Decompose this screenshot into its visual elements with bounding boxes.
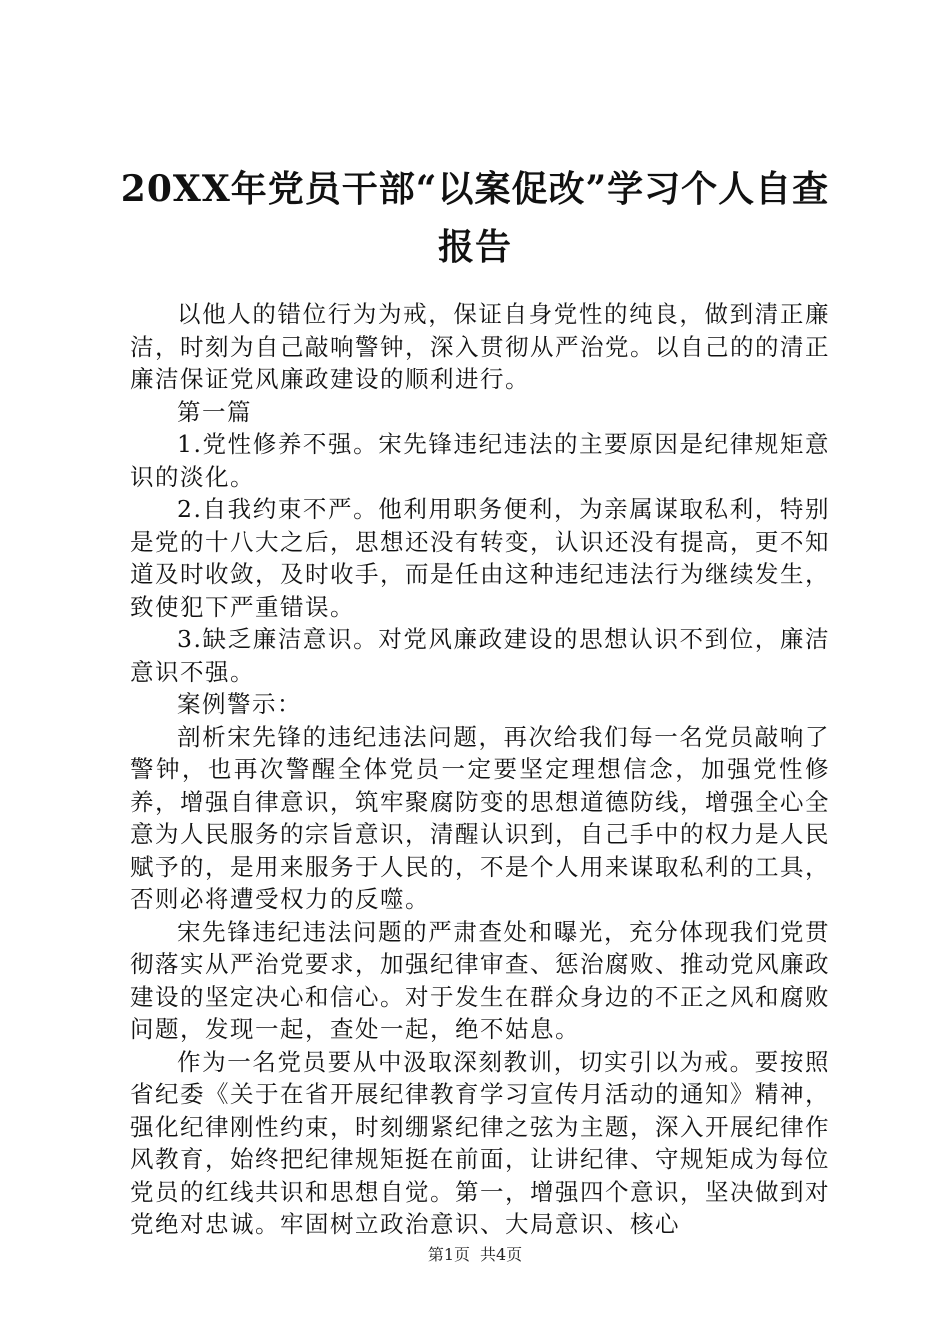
body-paragraph: 1.党性修养不强。宋先锋违纪违法的主要原因是纪律规矩意识的淡化。 xyxy=(130,430,830,491)
body-paragraph: 剖析宋先锋的违纪违法问题，再次给我们每一名党员敲响了警钟，也再次警醒全体党员一定要坚定理想信念，加强党性修养，增强自律意识，筑牢聚腐防变的思想道德防线，增强全心全意为人民服务的宗旨意识，清醒认识到，自己手中的权力是人民赋予的，是用来服务于人民的，不是个人用来谋取私利的工具，否则必将遭受权力的反噬。 xyxy=(130,722,830,913)
title-line-1: 20XX年党员干部“以案促改”学习个人自查 xyxy=(120,168,830,210)
section-heading: 第一篇 xyxy=(177,397,252,426)
document-title xyxy=(100,160,850,276)
body-paragraph: 宋先锋违纪违法问题的严肃查处和曝光，充分体现我们党贯彻落实从严治党要求，加强纪律审查、惩治腐败、推动党风廉政建设的坚定决心和信心。对于发生在群众身边的不正之风和腐败问题，发现一起，查处一起，绝不姑息。 xyxy=(130,917,830,1043)
body-paragraph: 2.自我约束不严。他利用职务便利，为亲属谋取私利，特别是党的十八大之后，思想还没有转变，认识还没有提高，更不知道及时收敛，及时收手，而是任由这种违纪违法行为继续发生，致使犯下严重错误。 xyxy=(130,495,830,621)
body-paragraph: 3.缺乏廉洁意识。对党风廉政建设的思想认识不到位，廉洁意识不强。 xyxy=(130,625,830,686)
intro-paragraph: 以他人的错位行为为戒，保证自身党性的纯良，做到清正廉洁，时刻为自己敲响警钟，深入贯彻从严治党。以自己的的清正廉洁保证党风廉政建设的顺利进行。 xyxy=(130,300,830,393)
body-paragraph: 作为一名党员要从中汲取深刻教训，切实引以为戒。要按照省纪委《关于在省开展纪律教育学习宣传月活动的通知》精神，强化纪律刚性约束，时刻绷紧纪律之弦为主题，深入开展纪律作风教育，始终把纪律规矩挺在前面，让讲纪律、守规矩成为每位党员的红线共识和思想自觉。第一，增强四个意识，坚决做到对党绝对忠诚。牢固树立政治意识、大局意识、核心 xyxy=(130,1047,830,1238)
title-line-2: 报告 xyxy=(437,226,512,268)
subheading: 案例警示： xyxy=(177,690,302,718)
page-number: 第1页 xyxy=(427,1245,470,1264)
page-total: 共4页 xyxy=(480,1245,523,1264)
page-footer xyxy=(0,1245,950,1265)
document-body xyxy=(130,298,830,1241)
